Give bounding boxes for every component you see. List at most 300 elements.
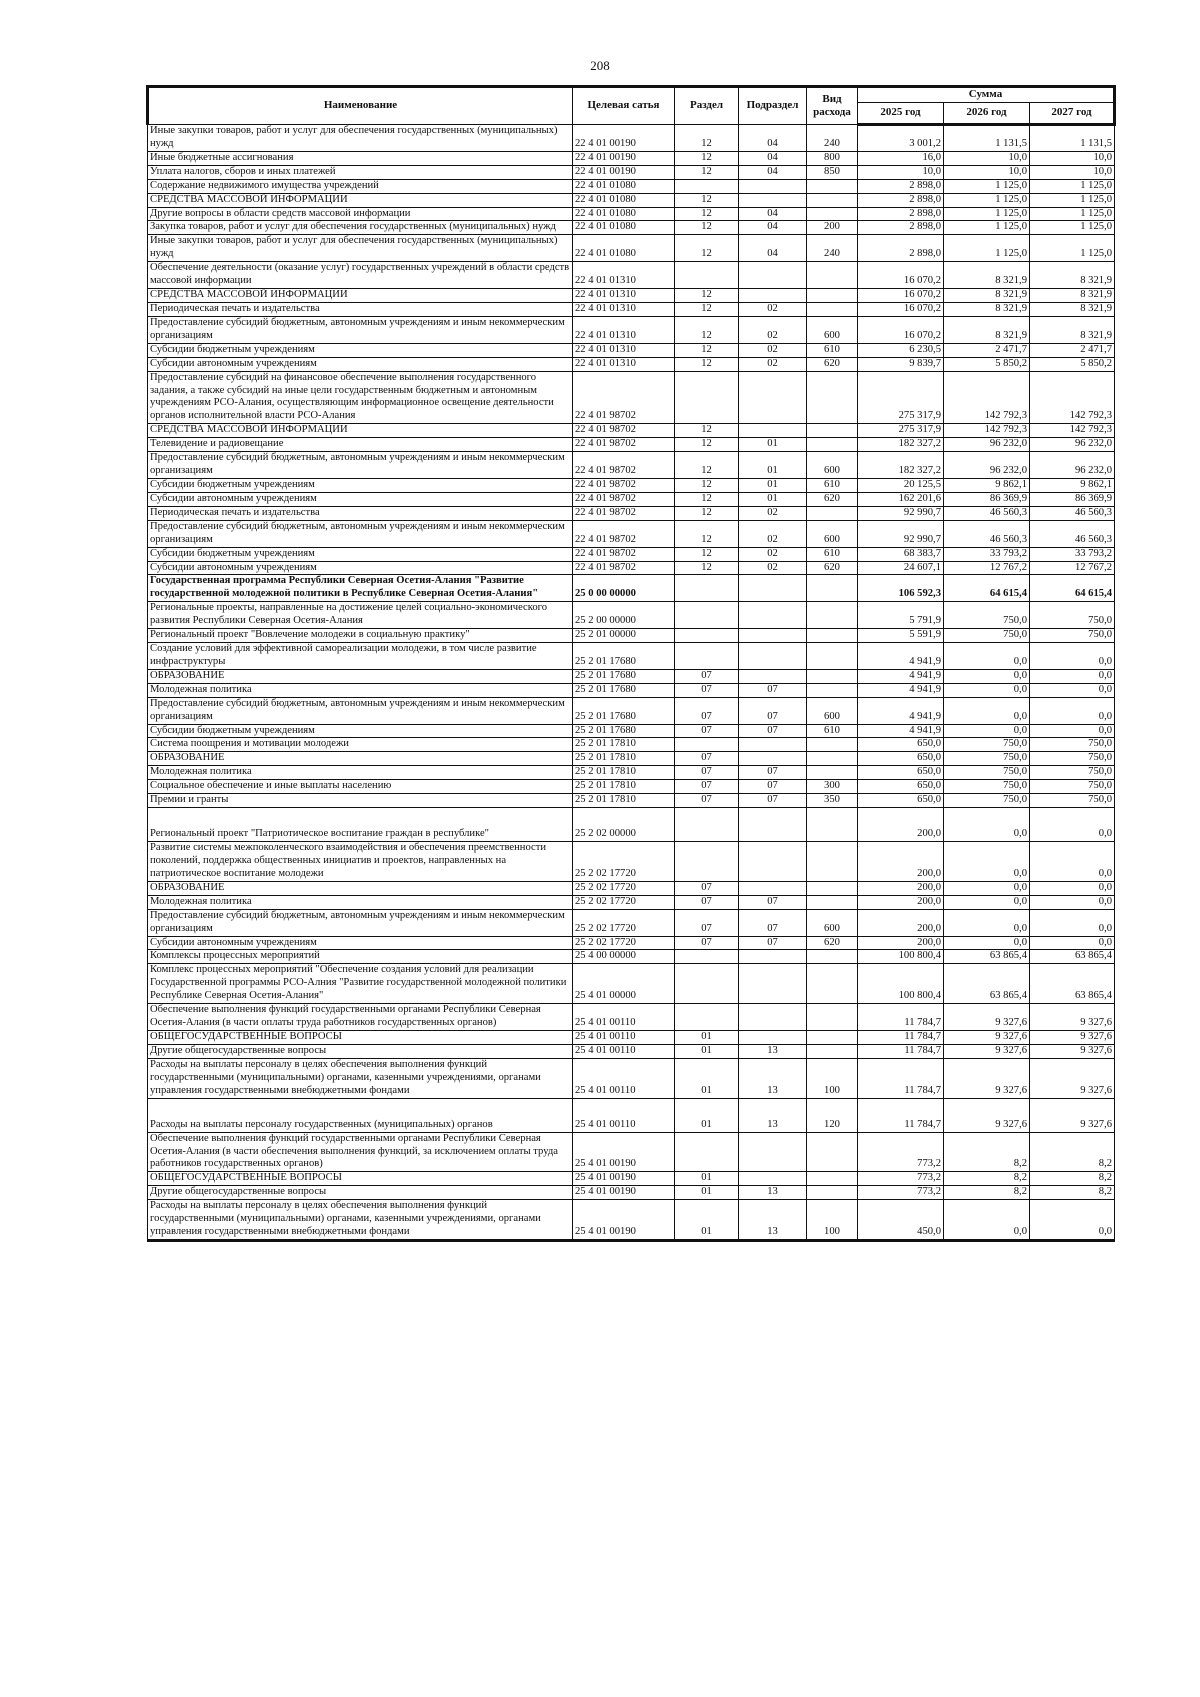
table-row	[148, 683, 1115, 697]
row-code: 25 2 01 00000	[573, 629, 675, 643]
row-subsection	[739, 643, 807, 670]
row-sum-2025: 182 327,2	[858, 438, 944, 452]
row-code: 22 4 01 01310	[573, 357, 675, 371]
row-sum-2027: 750,0	[1030, 629, 1115, 643]
row-code: 22 4 01 98702	[573, 478, 675, 492]
row-name: Субсидии автономным учреждениям	[148, 561, 573, 575]
table-row	[148, 697, 1115, 724]
row-code: 25 4 01 00110	[573, 1004, 675, 1031]
row-section: 01	[675, 1058, 739, 1098]
row-section	[675, 1132, 739, 1172]
row-name: Расходы на выплаты персоналу в целях обеспечения выполнения функций государственными (муниципальными) органами, казенными учреждениями, органами управления государственными внебюджетными фондами	[148, 1058, 573, 1098]
row-name: ОБРАЗОВАНИЕ	[148, 752, 573, 766]
row-expense-type	[807, 950, 858, 964]
row-code: 22 4 01 01310	[573, 262, 675, 289]
table-row	[148, 492, 1115, 506]
row-subsection: 02	[739, 561, 807, 575]
row-sum-2025: 11 784,7	[858, 1004, 944, 1031]
row-sum-2027: 0,0	[1030, 909, 1115, 936]
row-sum-2026: 142 792,3	[944, 424, 1030, 438]
row-name: Социальное обеспечение и иные выплаты населению	[148, 780, 573, 794]
row-sum-2025: 275 317,9	[858, 371, 944, 424]
row-expense-type	[807, 262, 858, 289]
row-sum-2025: 16 070,2	[858, 262, 944, 289]
row-expense-type	[807, 289, 858, 303]
row-sum-2027: 9 327,6	[1030, 1058, 1115, 1098]
row-sum-2027: 750,0	[1030, 602, 1115, 629]
row-sum-2026: 10,0	[944, 151, 1030, 165]
row-section: 12	[675, 165, 739, 179]
row-subsection	[739, 289, 807, 303]
row-subsection	[739, 964, 807, 1004]
row-sum-2027: 12 767,2	[1030, 561, 1115, 575]
row-sum-2026: 750,0	[944, 629, 1030, 643]
row-sum-2026: 9 327,6	[944, 1098, 1030, 1132]
row-subsection: 13	[739, 1098, 807, 1132]
row-name: Периодическая печать и издательства	[148, 302, 573, 316]
row-code: 25 2 00 00000	[573, 602, 675, 629]
row-sum-2026: 0,0	[944, 936, 1030, 950]
row-sum-2026: 1 125,0	[944, 207, 1030, 221]
row-section: 07	[675, 794, 739, 808]
row-code: 22 4 01 98702	[573, 492, 675, 506]
row-subsection	[739, 602, 807, 629]
row-sum-2025: 162 201,6	[858, 492, 944, 506]
row-sum-2027: 0,0	[1030, 724, 1115, 738]
row-name: Региональный проект "Вовлечение молодежи в социальную практику"	[148, 629, 573, 643]
row-sum-2027: 10,0	[1030, 151, 1115, 165]
row-expense-type: 240	[807, 235, 858, 262]
row-sum-2026: 142 792,3	[944, 371, 1030, 424]
row-section	[675, 629, 739, 643]
row-subsection: 02	[739, 316, 807, 343]
row-section: 07	[675, 697, 739, 724]
row-sum-2025: 650,0	[858, 738, 944, 752]
row-sum-2027: 0,0	[1030, 669, 1115, 683]
row-sum-2027: 0,0	[1030, 842, 1115, 882]
row-section: 12	[675, 506, 739, 520]
row-sum-2025: 11 784,7	[858, 1031, 944, 1045]
row-expense-type: 100	[807, 1058, 858, 1098]
table-row	[148, 881, 1115, 895]
row-sum-2025: 10,0	[858, 165, 944, 179]
table-row	[148, 343, 1115, 357]
row-section	[675, 842, 739, 882]
row-sum-2025: 200,0	[858, 909, 944, 936]
row-sum-2026: 9 327,6	[944, 1031, 1030, 1045]
row-subsection	[739, 842, 807, 882]
row-code: 25 2 01 17810	[573, 794, 675, 808]
table-row	[148, 1186, 1115, 1200]
row-expense-type	[807, 302, 858, 316]
row-sum-2027: 33 793,2	[1030, 547, 1115, 561]
row-sum-2027: 9 327,6	[1030, 1044, 1115, 1058]
row-subsection	[739, 1031, 807, 1045]
row-code: 22 4 01 98702	[573, 506, 675, 520]
row-section	[675, 575, 739, 602]
row-name: ОБРАЗОВАНИЕ	[148, 881, 573, 895]
row-name: Комплекс процессных мероприятий "Обеспечение создания условий для реализации Государственной программы РСО-Алния "Развитие государственной молодежной политики Республике Северная Осетия-Алания"	[148, 964, 573, 1004]
row-code: 22 4 01 01310	[573, 302, 675, 316]
row-sum-2026: 750,0	[944, 752, 1030, 766]
row-code: 22 4 01 98702	[573, 520, 675, 547]
row-sum-2026: 8 321,9	[944, 302, 1030, 316]
row-sum-2025: 16,0	[858, 151, 944, 165]
row-sum-2025: 20 125,5	[858, 478, 944, 492]
row-sum-2027: 8,2	[1030, 1186, 1115, 1200]
row-expense-type: 600	[807, 697, 858, 724]
row-sum-2027: 64 615,4	[1030, 575, 1115, 602]
row-section: 12	[675, 452, 739, 479]
row-subsection	[739, 424, 807, 438]
row-sum-2026: 0,0	[944, 808, 1030, 842]
row-expense-type	[807, 808, 858, 842]
row-subsection: 07	[739, 697, 807, 724]
table-row	[148, 221, 1115, 235]
row-sum-2027: 0,0	[1030, 936, 1115, 950]
row-code: 22 4 01 01080	[573, 235, 675, 262]
row-expense-type	[807, 1172, 858, 1186]
row-expense-type	[807, 842, 858, 882]
row-code: 25 2 01 17810	[573, 780, 675, 794]
row-sum-2025: 773,2	[858, 1186, 944, 1200]
row-subsection	[739, 371, 807, 424]
row-sum-2025: 106 592,3	[858, 575, 944, 602]
row-section: 12	[675, 193, 739, 207]
table-row	[148, 794, 1115, 808]
row-expense-type: 610	[807, 724, 858, 738]
row-subsection: 07	[739, 780, 807, 794]
row-name: СРЕДСТВА МАССОВОЙ ИНФОРМАЦИИ	[148, 289, 573, 303]
row-sum-2027: 96 232,0	[1030, 438, 1115, 452]
row-sum-2026: 63 865,4	[944, 964, 1030, 1004]
row-code: 22 4 01 98702	[573, 438, 675, 452]
row-name: Предоставление субсидий бюджетным, автономным учреждениям и иным некоммерческим организациям	[148, 316, 573, 343]
row-name: Региональные проекты, направленные на достижение целей социально-экономического развития Республики Северная Осетия-Алания	[148, 602, 573, 629]
row-subsection: 04	[739, 151, 807, 165]
row-sum-2026: 750,0	[944, 766, 1030, 780]
row-expense-type	[807, 602, 858, 629]
row-section: 07	[675, 766, 739, 780]
row-expense-type	[807, 506, 858, 520]
row-sum-2027: 8 321,9	[1030, 302, 1115, 316]
row-name: Периодическая печать и издательства	[148, 506, 573, 520]
row-name: Иные закупки товаров, работ и услуг для обеспечения государственных (муниципальных) нужд	[148, 235, 573, 262]
row-sum-2025: 650,0	[858, 766, 944, 780]
row-section: 12	[675, 207, 739, 221]
row-section: 07	[675, 780, 739, 794]
row-sum-2027: 2 471,7	[1030, 343, 1115, 357]
row-expense-type: 620	[807, 492, 858, 506]
row-sum-2026: 33 793,2	[944, 547, 1030, 561]
row-sum-2026: 10,0	[944, 165, 1030, 179]
row-code: 25 0 00 00000	[573, 575, 675, 602]
row-section	[675, 371, 739, 424]
row-name: Иные бюджетные ассигнования	[148, 151, 573, 165]
table-row	[148, 1004, 1115, 1031]
row-section: 07	[675, 881, 739, 895]
row-name: Другие общегосударственные вопросы	[148, 1186, 573, 1200]
row-expense-type	[807, 738, 858, 752]
row-sum-2027: 1 125,0	[1030, 235, 1115, 262]
row-expense-type	[807, 1132, 858, 1172]
row-expense-type	[807, 424, 858, 438]
row-sum-2026: 1 125,0	[944, 235, 1030, 262]
row-expense-type	[807, 207, 858, 221]
table-row	[148, 575, 1115, 602]
row-sum-2027: 750,0	[1030, 752, 1115, 766]
row-sum-2027: 750,0	[1030, 766, 1115, 780]
row-subsection: 01	[739, 478, 807, 492]
row-subsection: 02	[739, 547, 807, 561]
row-sum-2027: 46 560,3	[1030, 506, 1115, 520]
row-subsection	[739, 752, 807, 766]
row-name: Субсидии бюджетным учреждениям	[148, 547, 573, 561]
row-name: Содержание недвижимого имущества учреждений	[148, 179, 573, 193]
row-subsection: 13	[739, 1058, 807, 1098]
row-sum-2026: 0,0	[944, 842, 1030, 882]
row-sum-2025: 650,0	[858, 752, 944, 766]
table-row	[148, 207, 1115, 221]
row-name: Молодежная политика	[148, 766, 573, 780]
row-code: 25 4 01 00190	[573, 1172, 675, 1186]
row-section: 12	[675, 125, 739, 152]
row-section: 12	[675, 561, 739, 575]
row-expense-type	[807, 964, 858, 1004]
row-name: Предоставление субсидий бюджетным, автономным учреждениям и иным некоммерческим организациям	[148, 452, 573, 479]
row-sum-2026: 0,0	[944, 697, 1030, 724]
table-row	[148, 1200, 1115, 1241]
row-subsection: 02	[739, 302, 807, 316]
row-subsection	[739, 575, 807, 602]
table-row	[148, 371, 1115, 424]
row-code: 25 4 01 00110	[573, 1058, 675, 1098]
row-section: 07	[675, 909, 739, 936]
row-name: Создание условий для эффективной самореализации молодежи, в том числе развитие инфраструктуры	[148, 643, 573, 670]
row-subsection: 13	[739, 1044, 807, 1058]
row-section: 07	[675, 683, 739, 697]
row-section: 12	[675, 221, 739, 235]
row-sum-2027: 8 321,9	[1030, 289, 1115, 303]
row-sum-2026: 0,0	[944, 881, 1030, 895]
row-subsection	[739, 881, 807, 895]
row-sum-2025: 92 990,7	[858, 506, 944, 520]
row-subsection	[739, 1004, 807, 1031]
row-sum-2026: 750,0	[944, 602, 1030, 629]
row-name: Субсидии автономным учреждениям	[148, 357, 573, 371]
row-subsection: 04	[739, 235, 807, 262]
header-year-2025: 2025 год	[858, 103, 944, 125]
row-section: 07	[675, 936, 739, 950]
table-row	[148, 506, 1115, 520]
row-sum-2026: 0,0	[944, 895, 1030, 909]
row-sum-2026: 0,0	[944, 643, 1030, 670]
row-name: Другие общегосударственные вопросы	[148, 1044, 573, 1058]
row-sum-2025: 2 898,0	[858, 179, 944, 193]
table-row	[148, 125, 1115, 152]
row-expense-type	[807, 371, 858, 424]
row-code: 25 2 01 17680	[573, 643, 675, 670]
row-subsection: 04	[739, 125, 807, 152]
row-name: ОБРАЗОВАНИЕ	[148, 669, 573, 683]
row-subsection: 07	[739, 909, 807, 936]
row-subsection	[739, 629, 807, 643]
row-code: 22 4 01 00190	[573, 125, 675, 152]
row-sum-2027: 1 125,0	[1030, 221, 1115, 235]
row-expense-type: 120	[807, 1098, 858, 1132]
row-name: Субсидии автономным учреждениям	[148, 492, 573, 506]
row-sum-2026: 96 232,0	[944, 438, 1030, 452]
row-code: 25 2 01 17810	[573, 766, 675, 780]
table-row	[148, 629, 1115, 643]
row-section: 12	[675, 424, 739, 438]
row-sum-2026: 86 369,9	[944, 492, 1030, 506]
row-sum-2025: 100 800,4	[858, 964, 944, 1004]
row-subsection: 02	[739, 520, 807, 547]
row-name: Региональный проект "Патриотическое воспитание граждан в республике"	[148, 808, 573, 842]
row-name: Другие вопросы в области средств массовой информации	[148, 207, 573, 221]
row-sum-2026: 0,0	[944, 669, 1030, 683]
row-name: ОБЩЕГОСУДАРСТВЕННЫЕ ВОПРОСЫ	[148, 1031, 573, 1045]
row-expense-type: 200	[807, 221, 858, 235]
row-expense-type	[807, 752, 858, 766]
row-expense-type: 600	[807, 452, 858, 479]
row-sum-2026: 9 327,6	[944, 1004, 1030, 1031]
row-sum-2026: 9 327,6	[944, 1044, 1030, 1058]
row-sum-2027: 96 232,0	[1030, 452, 1115, 479]
row-name: Расходы на выплаты персоналу государственных (муниципальных) органов	[148, 1098, 573, 1132]
row-sum-2025: 450,0	[858, 1200, 944, 1241]
row-sum-2025: 6 230,5	[858, 343, 944, 357]
row-code: 22 4 01 01310	[573, 289, 675, 303]
row-sum-2025: 16 070,2	[858, 302, 944, 316]
row-sum-2025: 100 800,4	[858, 950, 944, 964]
row-subsection: 07	[739, 794, 807, 808]
row-expense-type: 620	[807, 561, 858, 575]
row-code: 25 4 01 00110	[573, 1098, 675, 1132]
row-subsection: 01	[739, 438, 807, 452]
table-row	[148, 452, 1115, 479]
row-expense-type: 350	[807, 794, 858, 808]
row-name: Система поощрения и мотивации молодежи	[148, 738, 573, 752]
header-year-2026: 2026 год	[944, 103, 1030, 125]
row-subsection	[739, 1132, 807, 1172]
row-expense-type: 800	[807, 151, 858, 165]
row-code: 25 4 01 00190	[573, 1186, 675, 1200]
table-row	[148, 547, 1115, 561]
row-section: 07	[675, 669, 739, 683]
row-code: 25 2 01 17680	[573, 724, 675, 738]
row-code: 25 4 01 00190	[573, 1132, 675, 1172]
row-code: 25 4 00 00000	[573, 950, 675, 964]
row-sum-2025: 2 898,0	[858, 235, 944, 262]
row-name: Обеспечение выполнения функций государственными органами Республики Северная Осетия-Алания (в части оплаты труда работников государственных органов)	[148, 1004, 573, 1031]
row-sum-2026: 46 560,3	[944, 506, 1030, 520]
row-sum-2026: 9 862,1	[944, 478, 1030, 492]
row-section	[675, 738, 739, 752]
row-code: 25 2 02 00000	[573, 808, 675, 842]
row-sum-2027: 0,0	[1030, 808, 1115, 842]
row-expense-type: 610	[807, 547, 858, 561]
row-expense-type	[807, 1186, 858, 1200]
row-code: 25 4 01 00190	[573, 1200, 675, 1241]
row-section: 12	[675, 151, 739, 165]
row-subsection	[739, 1172, 807, 1186]
row-section: 07	[675, 752, 739, 766]
table-row	[148, 151, 1115, 165]
row-code: 22 4 01 01080	[573, 179, 675, 193]
row-sum-2027: 8,2	[1030, 1172, 1115, 1186]
row-name: Субсидии бюджетным учреждениям	[148, 343, 573, 357]
row-expense-type: 850	[807, 165, 858, 179]
row-expense-type: 610	[807, 478, 858, 492]
row-sum-2026: 8 321,9	[944, 316, 1030, 343]
row-sum-2027: 63 865,4	[1030, 950, 1115, 964]
row-name: Государственная программа Республики Северная Осетия-Алания "Развитие государственной молодежной политики в Республике Северная Осетия-Алания"	[148, 575, 573, 602]
row-section: 01	[675, 1200, 739, 1241]
row-code: 22 4 01 00190	[573, 151, 675, 165]
row-sum-2026: 2 471,7	[944, 343, 1030, 357]
table-row	[148, 1172, 1115, 1186]
row-sum-2026: 1 125,0	[944, 193, 1030, 207]
row-section: 12	[675, 438, 739, 452]
row-sum-2026: 8,2	[944, 1186, 1030, 1200]
table-row	[148, 909, 1115, 936]
row-code: 25 2 01 17810	[573, 738, 675, 752]
table-row	[148, 895, 1115, 909]
row-code: 22 4 01 98702	[573, 424, 675, 438]
row-code: 22 4 01 01310	[573, 316, 675, 343]
row-subsection: 13	[739, 1186, 807, 1200]
row-sum-2026: 0,0	[944, 683, 1030, 697]
table-row	[148, 643, 1115, 670]
row-code: 25 4 01 00110	[573, 1031, 675, 1045]
row-code: 22 4 01 01310	[573, 343, 675, 357]
row-subsection: 02	[739, 357, 807, 371]
row-sum-2027: 8,2	[1030, 1132, 1115, 1172]
row-sum-2027: 0,0	[1030, 881, 1115, 895]
row-expense-type: 620	[807, 936, 858, 950]
row-sum-2027: 63 865,4	[1030, 964, 1115, 1004]
row-section: 12	[675, 289, 739, 303]
row-name: Предоставление субсидий на финансовое обеспечение выполнения государственного задания, а также субсидий на иные цели государственным бюджетным и автономным учреждениям РСО-Алания, осуществляющим информационное освещение деятельности органов исполнительной власти РСО-Алания	[148, 371, 573, 424]
row-section: 07	[675, 724, 739, 738]
row-sum-2025: 2 898,0	[858, 207, 944, 221]
row-section: 01	[675, 1172, 739, 1186]
table-row	[148, 950, 1115, 964]
row-sum-2027: 0,0	[1030, 1200, 1115, 1241]
row-expense-type: 300	[807, 780, 858, 794]
row-expense-type	[807, 179, 858, 193]
row-sum-2027: 1 131,5	[1030, 125, 1115, 152]
row-sum-2025: 275 317,9	[858, 424, 944, 438]
row-sum-2025: 11 784,7	[858, 1044, 944, 1058]
row-name: СРЕДСТВА МАССОВОЙ ИНФОРМАЦИИ	[148, 193, 573, 207]
row-section: 01	[675, 1186, 739, 1200]
row-subsection	[739, 669, 807, 683]
table-row	[148, 179, 1115, 193]
row-section: 01	[675, 1044, 739, 1058]
row-sum-2025: 4 941,9	[858, 643, 944, 670]
row-sum-2027: 9 327,6	[1030, 1098, 1115, 1132]
header-sum: Сумма	[858, 87, 1115, 103]
row-sum-2027: 9 327,6	[1030, 1004, 1115, 1031]
row-sum-2025: 200,0	[858, 881, 944, 895]
row-section: 12	[675, 547, 739, 561]
page-number: 208	[590, 58, 610, 73]
row-sum-2025: 16 070,2	[858, 289, 944, 303]
row-section: 12	[675, 478, 739, 492]
